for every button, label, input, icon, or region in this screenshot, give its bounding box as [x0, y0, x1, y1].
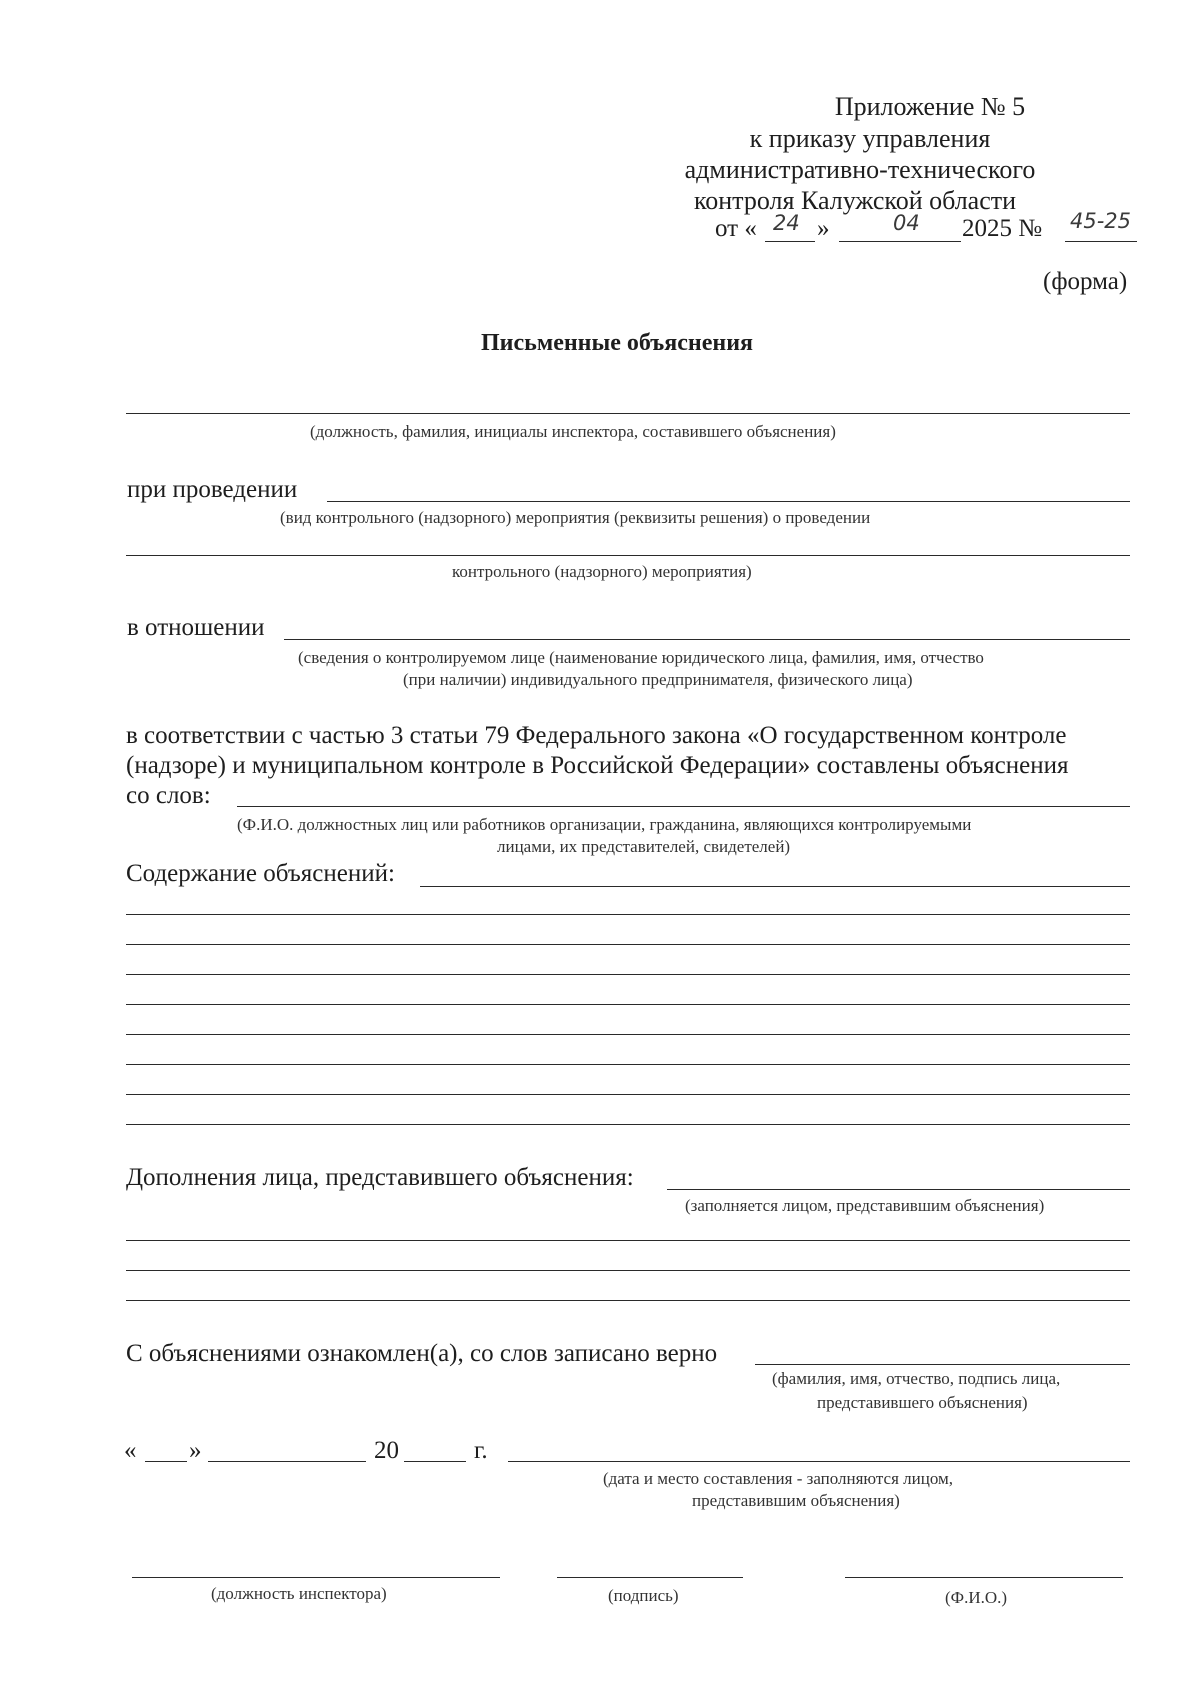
- month-line: [839, 241, 961, 242]
- day-line: [765, 241, 815, 242]
- acknowledged-caption-2: представившего объяснения): [817, 1393, 1028, 1412]
- page-title: Письменные объяснения: [481, 330, 754, 356]
- regarding-caption-1: (сведения о контролируемом лице (наименование юридического лица, фамилия, имя, отчество: [298, 648, 984, 667]
- conducting-line-2[interactable]: [126, 555, 1130, 556]
- content-line[interactable]: [126, 1094, 1130, 1095]
- acknowledged-label: С объяснениями ознакомлен(а), со слов записано верно: [126, 1340, 718, 1367]
- date-close-quote: »: [189, 1437, 202, 1464]
- sign-year-line[interactable]: [404, 1461, 466, 1462]
- signature-line[interactable]: [557, 1577, 743, 1578]
- words-caption-1: (Ф.И.О. должностных лиц или работников организации, гражданина, являющихся контролируемыми: [237, 815, 972, 834]
- date-mid: »: [817, 215, 830, 242]
- content-line-0[interactable]: [420, 886, 1130, 887]
- content-line[interactable]: [126, 944, 1130, 945]
- order-month: 04: [893, 211, 920, 235]
- number-line: [1065, 241, 1137, 242]
- position-line[interactable]: [132, 1577, 500, 1578]
- content-line[interactable]: [126, 1124, 1130, 1125]
- order-reference: к приказу управления: [749, 124, 991, 153]
- content-line[interactable]: [126, 914, 1130, 915]
- inspector-line[interactable]: [126, 413, 1130, 414]
- words-line[interactable]: [237, 806, 1130, 807]
- law-text-line-2: (надзоре) и муниципальном контроле в Российской Федерации» составлены объяснения: [126, 752, 1069, 779]
- sign-month-line[interactable]: [208, 1461, 366, 1462]
- acknowledged-line[interactable]: [755, 1364, 1130, 1365]
- sign-day-line[interactable]: [145, 1461, 187, 1462]
- additions-line[interactable]: [126, 1300, 1130, 1301]
- law-text-line-1: в соответствии с частью 3 статьи 79 Федерального закона «О государственном контроле: [126, 722, 1067, 749]
- additions-label: Дополнения лица, представившего объяснения:: [126, 1164, 634, 1191]
- form-label: (форма): [1043, 268, 1128, 295]
- date-caption-2: представившим объяснения): [692, 1491, 900, 1510]
- regarding-caption-2: (при наличии) индивидуального предпринимателя, физического лица): [403, 670, 913, 689]
- position-caption: (должность инспектора): [211, 1584, 387, 1603]
- name-line[interactable]: [845, 1577, 1123, 1578]
- date-century: 20: [374, 1437, 399, 1464]
- words-label: со слов:: [126, 782, 211, 809]
- conducting-label: при проведении: [127, 476, 298, 503]
- conducting-line[interactable]: [327, 501, 1130, 502]
- acknowledged-caption-1: (фамилия, имя, отчество, подпись лица,: [772, 1369, 1061, 1388]
- department-name: административно-технического: [684, 155, 1036, 184]
- regarding-label: в отношении: [127, 614, 265, 641]
- additions-line-0[interactable]: [667, 1189, 1130, 1190]
- additions-line[interactable]: [126, 1240, 1130, 1241]
- content-line[interactable]: [126, 1034, 1130, 1035]
- date-prefix: от «: [715, 215, 757, 242]
- signature-caption: (подпись): [608, 1586, 679, 1605]
- inspector-caption: (должность, фамилия, инициалы инспектора, составившего объяснения): [310, 422, 836, 441]
- words-caption-2: лицами, их представителей, свидетелей): [497, 837, 791, 856]
- regarding-line[interactable]: [284, 639, 1130, 640]
- appendix-number: Приложение № 5: [834, 92, 1026, 121]
- content-line[interactable]: [126, 1004, 1130, 1005]
- content-line[interactable]: [126, 1064, 1130, 1065]
- additions-caption: (заполняется лицом, представившим объяснения): [685, 1196, 1045, 1215]
- order-number: 45-25: [1070, 209, 1132, 233]
- date-open-quote: «: [124, 1437, 137, 1464]
- place-line[interactable]: [508, 1461, 1130, 1462]
- name-caption: (Ф.И.О.): [945, 1588, 1008, 1607]
- conducting-caption-2: контрольного (надзорного) мероприятия): [452, 562, 752, 581]
- content-line[interactable]: [126, 974, 1130, 975]
- date-caption-1: (дата и место составления - заполняются лицом,: [603, 1469, 954, 1488]
- date-year-suffix: г.: [474, 1437, 488, 1464]
- conducting-caption-1: (вид контрольного (надзорного) мероприятия (реквизиты решения) о проведении: [280, 508, 871, 527]
- content-label: Содержание объяснений:: [126, 860, 395, 887]
- additions-line[interactable]: [126, 1270, 1130, 1271]
- order-date-line: [715, 209, 1155, 251]
- date-year-number: 2025 №: [962, 215, 1043, 242]
- order-day: 24: [773, 211, 800, 235]
- region-name: контроля Калужской области: [693, 186, 1017, 215]
